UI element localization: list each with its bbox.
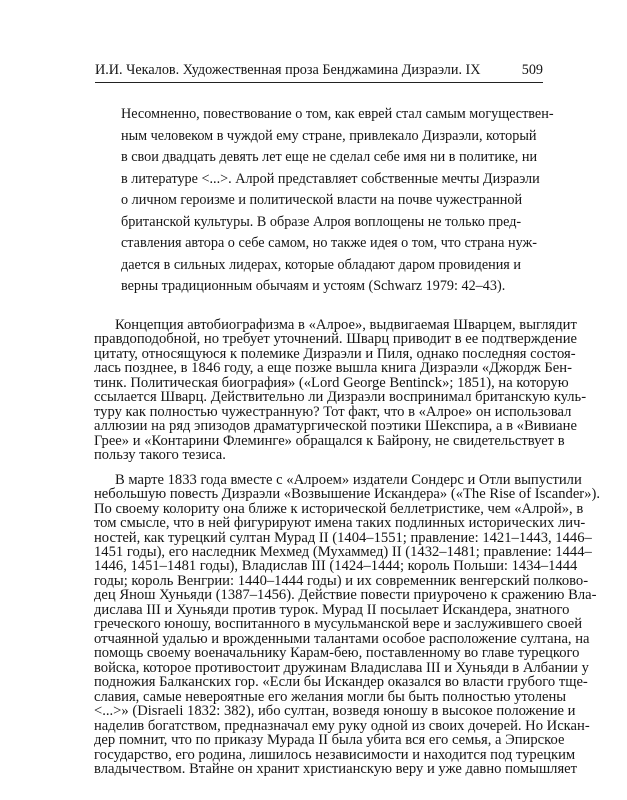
- paragraph-line: 1451 годы), его наследник Мехмед (Мухаммед) II (1432–1481; правление: 1444–: [94, 544, 592, 560]
- paragraph-line: наделив богатством, предназначал ему руку одной из своих дочерей. Но Искан-: [94, 718, 590, 734]
- quote-line: в литературе <...>. Алрой представляет собственные мечты Дизраэли: [121, 171, 540, 187]
- paragraph-line: ссылается Шварц. Действительно ли Дизраэли воспринимал британскую куль-: [94, 389, 587, 405]
- header-rule: [95, 82, 543, 83]
- paragraph-line: Концепция автобиографизма в «Алрое», выдвигаемая Шварцем, выглядит: [115, 317, 577, 333]
- paragraph-line: помощь своему военачальнику Карам-бею, поставленному во главе турецкого: [94, 645, 580, 661]
- paragraph-line: дец Янош Хуньяди (1387–1456). Действие повести приурочено к сражению Вла-: [94, 587, 597, 603]
- quote-line: о личном героизме и политической власти на почве чужестранной: [121, 192, 523, 208]
- paragraph-line: славия, самые невероятные его желания могли бы быть полностью утолены: [94, 689, 567, 705]
- paragraph-line: подножия Балканских гор. «Если бы Искандер оказался во власти грубого тще-: [94, 674, 588, 690]
- quote-line: ным человеком в чуждой ему стране, привлекало Дизраэли, который: [121, 128, 537, 144]
- paragraph-line: греческого юношу, воспитанного в мусульманской вере и заслужившего своей: [94, 616, 583, 632]
- paragraph-line: аллюзии на ряд эпизодов драматургической поэтики Шекспира, а в «Вивиане: [94, 418, 577, 434]
- paragraph-line: владычеством. Втайне он хранит христианскую веру и уже давно помышляет: [94, 761, 578, 777]
- paragraph-line: войска, которое противостоит дружинам Владислава III и Хуньяди в Албании у: [94, 660, 589, 676]
- paragraph-line: годы; король Венгрии: 1440–1444 годы) и их современник венгерский полково-: [94, 573, 589, 589]
- paragraph-line: Грее» и «Контарини Флеминге» обращался к Байрону, не свидетельствует в: [94, 433, 565, 449]
- paragraph-line: 1446, 1451–1481 годы), Владислав III (1424–1444; король Польши: 1434–1444: [94, 558, 578, 574]
- paragraph-line: ностей, как турецкий султан Мурад II (1404–1551; правление: 1421–1443, 1446–: [94, 530, 592, 546]
- paragraph-line: государство, его родина, лишилось независимости и находится под турецким: [94, 747, 576, 763]
- paragraph-line: цитату, относящуюся к полемике Дизраэли и Пиля, однако последняя состоя-: [94, 346, 576, 362]
- running-head: [95, 60, 543, 80]
- paragraph-line: правдоподобной, но требует уточнений. Шварц приводит в ее подтверждение: [94, 331, 577, 347]
- running-head-title: И.И. Чекалов. Художественная проза Бенджамина Дизраэли. IX: [95, 62, 481, 78]
- quote-line: в свои двадцать девять лет еще не сделал себе имя ни в политике, ни: [121, 149, 538, 165]
- paragraph-line: По своему колориту она ближе к исторической беллетристике, чем «Алрой», в: [94, 501, 584, 517]
- quote-line: британской культуры. В образе Алроя воплощены не только пред-: [121, 214, 522, 230]
- quote-line: дается в сильных лидерах, которые обладают даром провидения и: [121, 257, 521, 273]
- paragraph-line: туру как полностью чужестранную? Тот факт, что в «Алрое» он использовал: [94, 404, 572, 420]
- quote-line: ставления автора о себе самом, но также идея о том, что страна нуж-: [121, 235, 538, 251]
- paragraph-line: <...>» (Disraeli 1832: 382), ибо султан, возведя юношу в высокое положение и: [94, 703, 576, 719]
- paragraph-line: небольшую повесть Дизраэли «Возвышение Искандера» («The Rise of Iscander»).: [94, 486, 600, 502]
- paragraph-line: дислава III и Хуньяди против турок. Мурад II посылает Искандера, знатного: [94, 602, 570, 618]
- paragraph-line: дер помнит, что по приказу Мурада II была убита вся его семья, а Эпирское: [94, 732, 565, 748]
- paragraph-line: отчаянной удалью и врожденными талантами особое расположение султана, на: [94, 631, 590, 647]
- paragraph-line: лась позднее, в 1846 году, а еще позже вышла книга Дизраэли «Джордж Бен-: [94, 360, 572, 376]
- paragraph-line: пользу такого тезиса.: [94, 447, 226, 463]
- page-number: 509: [521, 62, 543, 78]
- paragraph-line: тинк. Политическая биография» («Lord George Bentinck»; 1851), на которую: [94, 375, 569, 391]
- quote-line: верны традиционным обычаям и устоям (Schwarz 1979: 42–43).: [121, 278, 506, 294]
- quote-line: Несомненно, повествование о том, как еврей стал самым могуществен-: [121, 106, 554, 122]
- paragraph-line: том смысле, что в ней фигурируют имена таких подлинных исторических лич-: [94, 515, 586, 531]
- paragraph-line: В марте 1833 года вместе с «Алроем» издатели Сондерс и Отли выпустили: [115, 472, 582, 488]
